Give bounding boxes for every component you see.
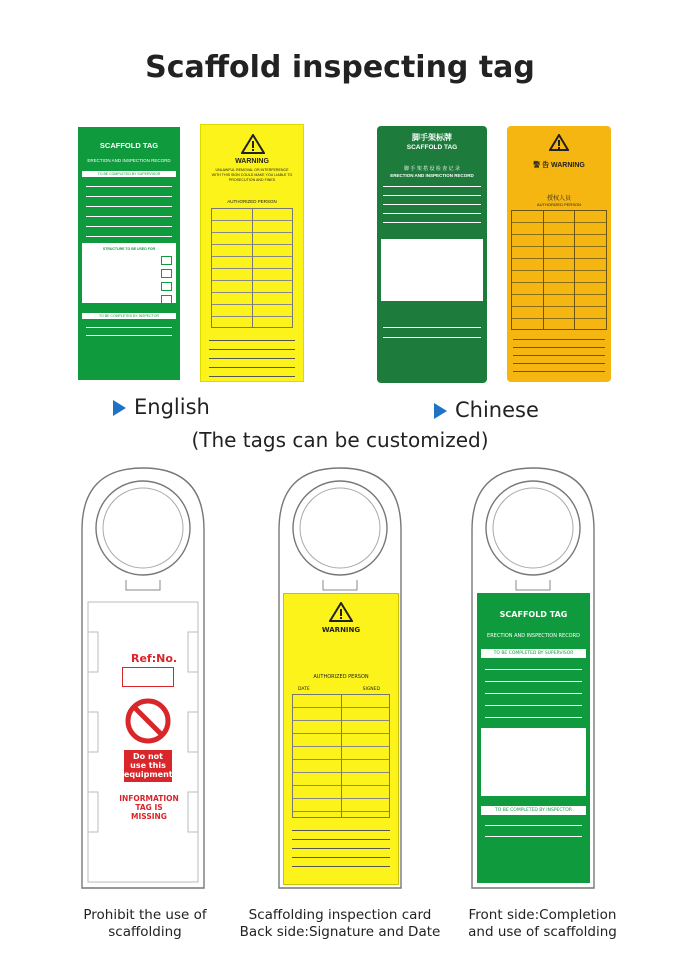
do-not-use-badge: Do not use this equipment xyxy=(124,750,172,782)
field-lines xyxy=(86,186,172,237)
refno-box xyxy=(122,667,174,687)
footer-lines xyxy=(209,332,295,377)
cn-signature-table xyxy=(511,210,607,330)
cn-authorized: 授权人员 xyxy=(546,196,571,202)
signed-col: SIGNED xyxy=(362,687,380,692)
middle-warning: WARNING xyxy=(321,626,361,634)
play-arrow-icon xyxy=(113,400,126,416)
cn-title: 脚手架标牌 xyxy=(412,133,452,142)
right-scaffold-tag: SCAFFOLD TAG xyxy=(499,610,568,619)
duty-box xyxy=(82,243,176,303)
customized-note: (The tags can be customized) xyxy=(191,428,489,452)
inspector-bar: TO BE COMPLETED BY INSPECTOR xyxy=(82,313,176,319)
right-duty-box xyxy=(481,728,586,796)
english-green-tag xyxy=(78,127,180,380)
chinese-label: Chinese xyxy=(434,398,539,422)
cn-duty-box xyxy=(381,239,483,301)
supervisor-bar: TO BE COMPLETED BY SUPERVISOR xyxy=(82,171,176,177)
middle-signature-table xyxy=(292,694,390,818)
warning-icon xyxy=(549,134,569,151)
caption-middle: Scaffolding inspection card Back side:Signature and Date xyxy=(239,907,441,940)
prohibited-icon xyxy=(124,697,172,745)
cn-subtitle: 脚 手 架 搭 设 检 查 记 录 xyxy=(403,166,461,172)
right-erection: ERECTION AND INSPECTION RECORD xyxy=(487,633,580,639)
right-green-card xyxy=(477,593,590,883)
warning-icon xyxy=(241,134,265,154)
info-missing-text: INFORMATION TAG IS MISSING xyxy=(119,794,179,821)
scaffold-tag-title: SCAFFOLD TAG xyxy=(99,141,159,150)
erection-subtitle: ERECTION AND INSPECTION RECORD xyxy=(87,158,171,163)
cn-authorized-en: AUTHORIZED PERSON xyxy=(536,202,581,207)
page-title: Scaffold inspecting tag xyxy=(145,50,535,85)
english-label: English xyxy=(113,395,210,419)
middle-yellow-card xyxy=(283,593,399,885)
english-yellow-tag xyxy=(200,124,304,382)
chinese-orange-tag xyxy=(507,126,611,382)
structure-label: STRUCTURE TO BE USED FOR xyxy=(102,247,156,251)
warning-text: UNLAWFUL REMOVAL OR INTERFERENCE WITH THIS SIGN COULD MAKE YOU LIABLE TO PROSECUTION AND FINES xyxy=(211,168,293,182)
right-supervisor-bar: TO BE COMPLETED BY SUPERVISOR xyxy=(481,649,586,658)
caption-right: Front side:Completion and use of scaffolding xyxy=(468,907,617,940)
warning-icon xyxy=(329,602,353,622)
play-arrow-icon xyxy=(434,403,447,419)
authorized-label: AUTHORIZED PERSON xyxy=(227,199,277,204)
cn-title-en: SCAFFOLD TAG xyxy=(406,144,458,151)
signature-table xyxy=(211,208,293,328)
right-inspector-bar: TO BE COMPLETED BY INSPECTOR xyxy=(481,806,586,815)
caption-left: Prohibit the use of scaffolding xyxy=(83,907,207,940)
warning-heading: WARNING xyxy=(235,158,269,165)
cn-warning: 警 告 WARNING xyxy=(533,162,585,169)
chinese-green-tag xyxy=(377,126,487,383)
cn-subtitle-en: ERECTION AND INSPECTION RECORD xyxy=(390,173,474,178)
date-col: DATE xyxy=(298,687,310,692)
refno-label: Ref:No. xyxy=(131,652,178,665)
middle-authorized: AUTHORIZED PERSON xyxy=(313,674,369,680)
